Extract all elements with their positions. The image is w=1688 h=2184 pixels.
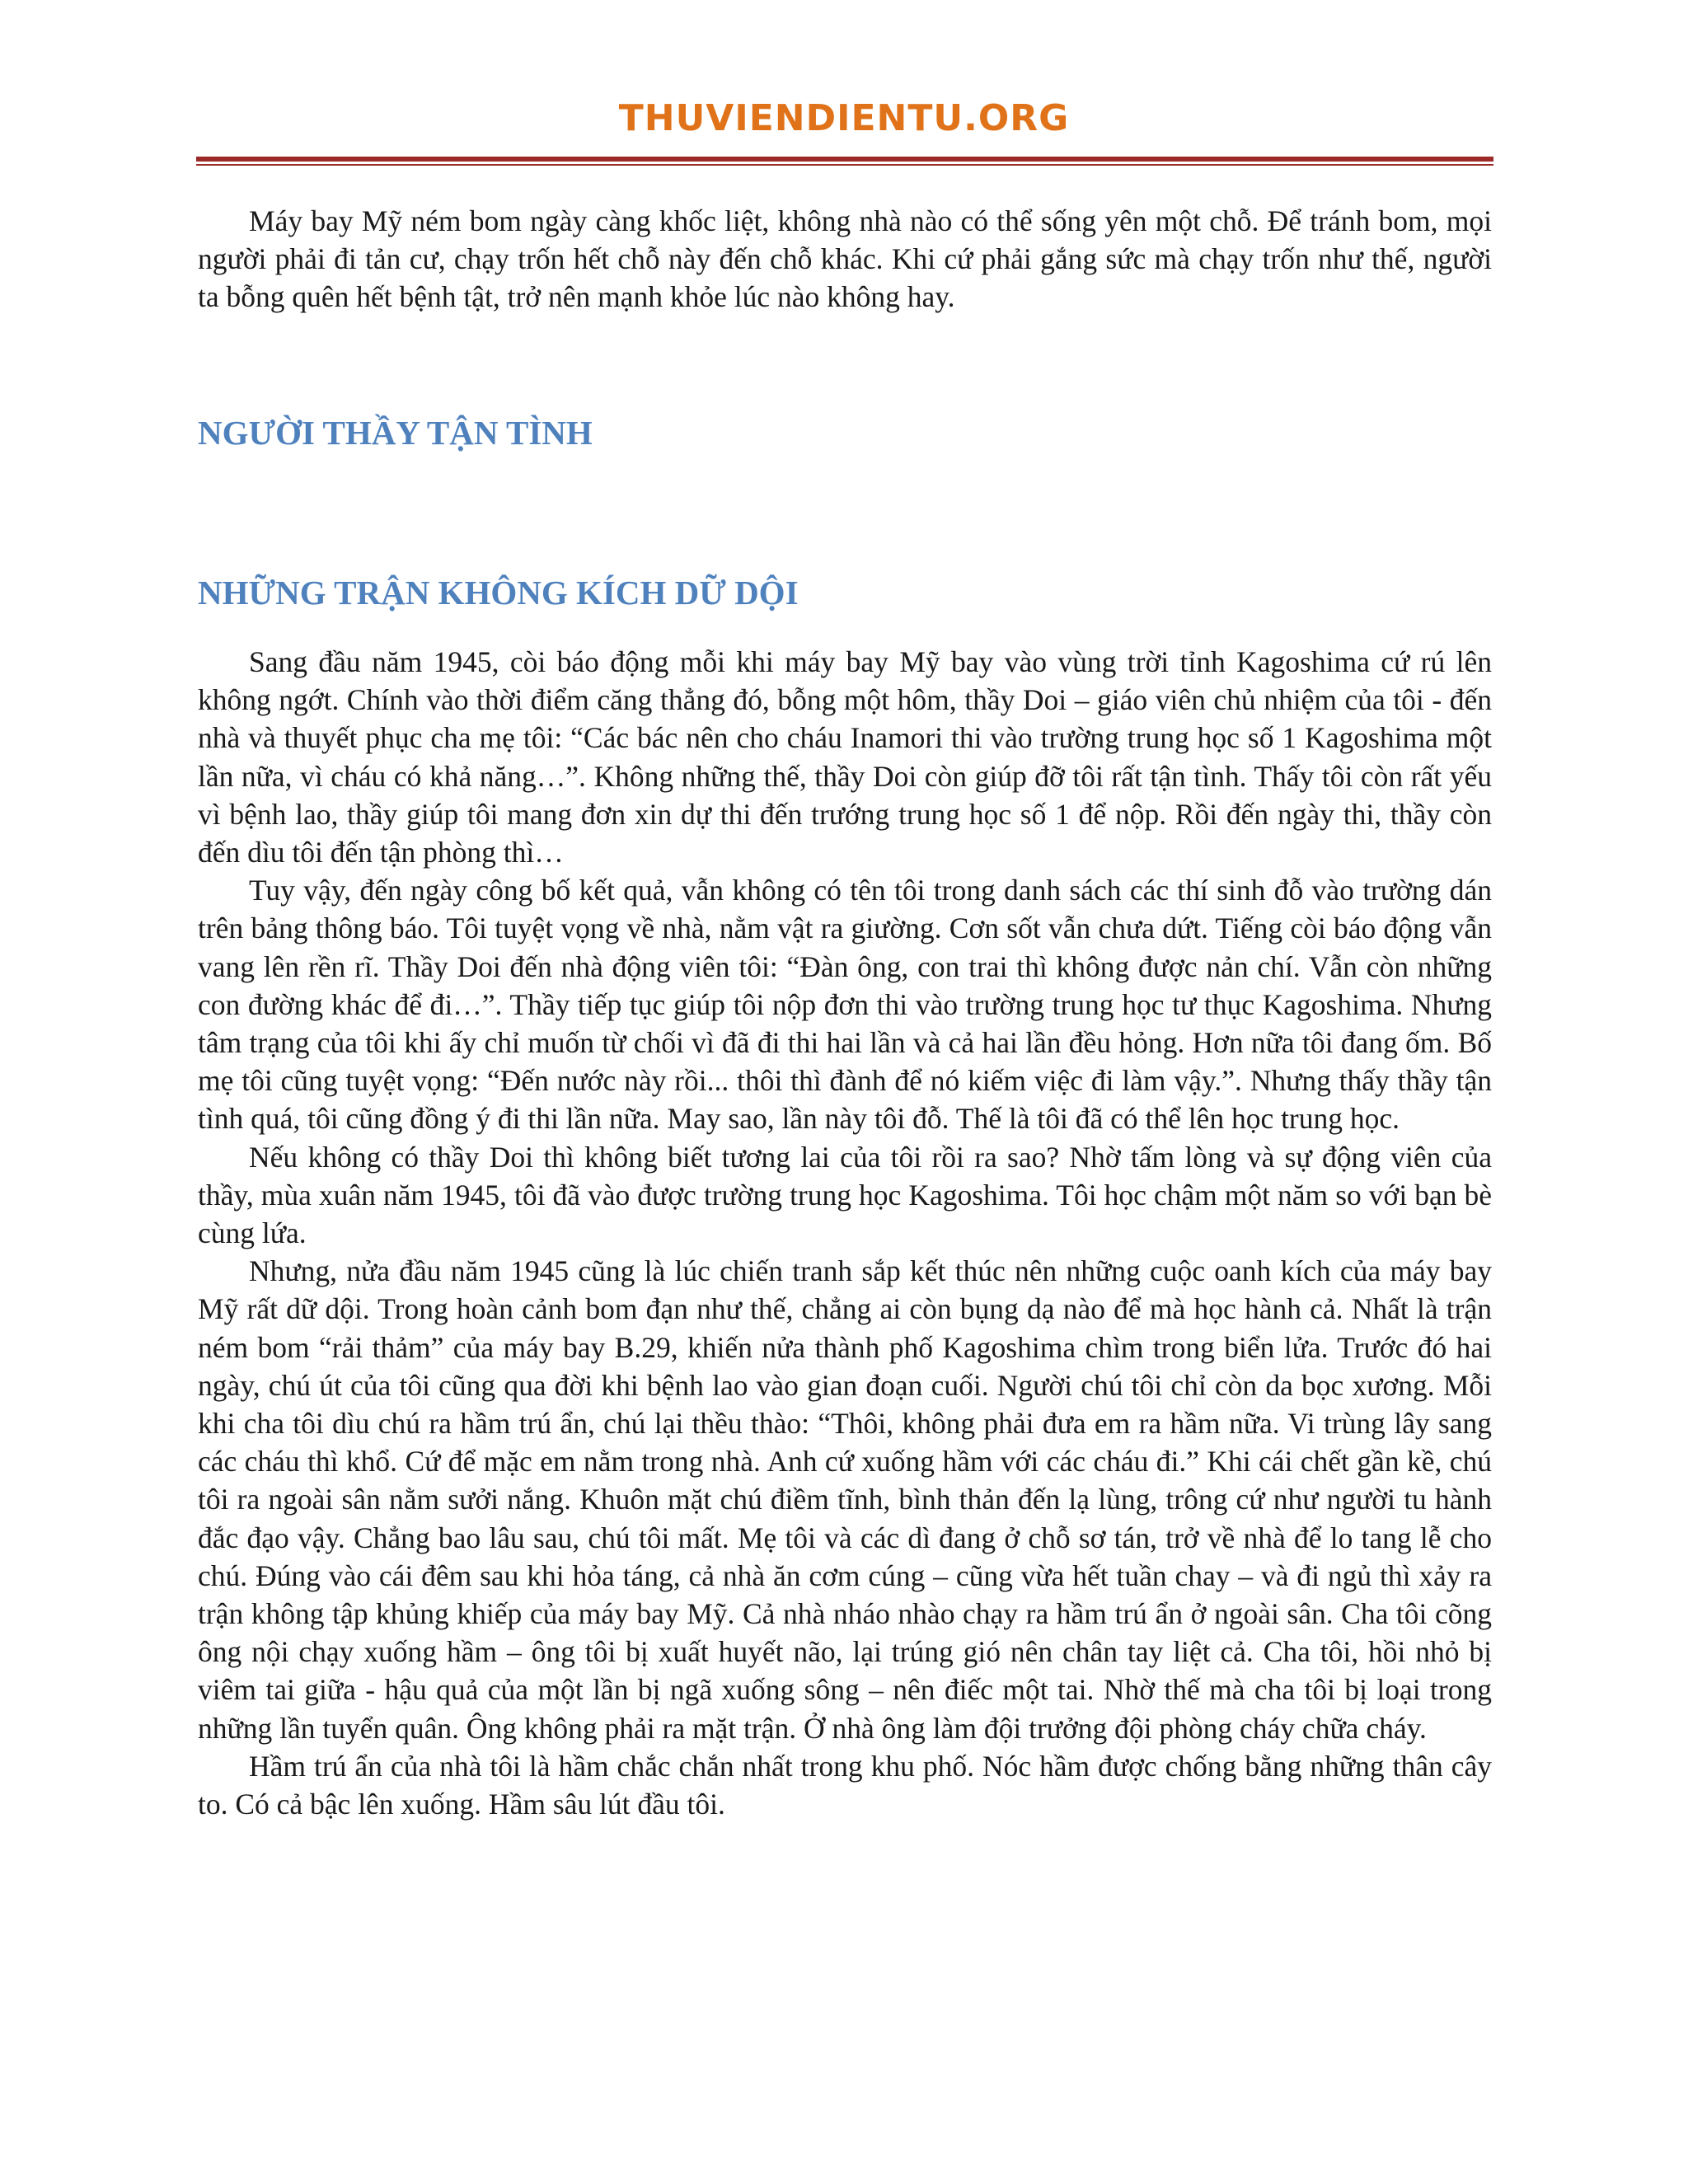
header-divider-thick — [196, 157, 1493, 162]
body-paragraph: Tuy vậy, đến ngày công bố kết quả, vẫn không có tên tôi trong danh sách các thí sinh đỗ vào trường dán trên bảng thông báo. Tôi tuyệt vọng về nhà, nằm vật ra giường. Cơn sốt vẫn chưa dứt. Tiếng còi báo động vẫn vang lên rền rĩ. Thầy Doi đến nhà động viên tôi: “Đàn ông, con trai thì không được nản chí. Vẫn còn những con đường khác để đi…”. Thầy tiếp tục giúp tôi nộp đơn thi vào trường trung học tư thục Kagoshima. Nhưng tâm trạng của tôi khi ấy chỉ muốn từ chối vì đã đi thi hai lần và cả hai lần đều hỏng. Hơn nữa tôi đang ốm. Bố mẹ tôi cũng tuyệt vọng: “Đến nước này rồi... thôi thì đành để nó kiếm việc đi làm vậy.”. Nhưng thấy thầy tận tình quá, tôi cũng đồng ý đi thi lần nữa. May sao, lần này tôi đỗ. Thế là tôi đã có thể lên học trung học. — [198, 874, 1492, 1136]
section-heading: NHỮNG TRẬN KHÔNG KÍCH DỮ DỘI — [198, 573, 799, 612]
document-body — [198, 202, 1492, 1823]
site-header-logo: THUVIENDIENTU.ORG — [618, 97, 1070, 139]
body-paragraph: Hầm trú ẩn của nhà tôi là hầm chắc chắn nhất trong khu phố. Nóc hầm được chống bằng những thân cây to. Có cả bậc lên xuống. Hầm sâu lút đầu tôi. — [198, 1749, 1492, 1821]
section-heading: NGƯỜI THẦY TẬN TÌNH — [198, 413, 593, 452]
intro-paragraph: Máy bay Mỹ ném bom ngày càng khốc liệt, không nhà nào có thể sống yên một chỗ. Để tránh bom, mọi người phải đi tản cư, chạy trốn hết chỗ này đến chỗ khác. Khi cứ phải gắng sức mà chạy trốn như thế, người ta bỗng quên hết bệnh tật, trở nên mạnh khỏe lúc nào không hay. — [198, 204, 1492, 314]
body-paragraph: Sang đầu năm 1945, còi báo động mỗi khi máy bay Mỹ bay vào vùng trời tỉnh Kagoshima cứ rú lên không ngớt. Chính vào thời điểm căng thẳng đó, bỗng một hôm, thầy Doi – giáo viên chủ nhiệm của tôi - đến nhà và thuyết phục cha mẹ tôi: “Các bác nên cho cháu Inamori thi vào trường trung học số 1 Kagoshima một lần nữa, vì cháu có khả năng…”. Không những thế, thầy Doi còn giúp đỡ tôi rất tận tình. Thấy tôi còn rất yếu vì bệnh lao, thầy giúp tôi mang đơn xin dự thi đến trướng trung học số 1 để nộp. Rồi đến ngày thi, thầy còn đến dìu tôi đến tận phòng thì… — [198, 644, 1492, 869]
header-divider-thin — [196, 164, 1493, 166]
body-paragraph: Nhưng, nửa đầu năm 1945 cũng là lúc chiến tranh sắp kết thúc nên những cuộc oanh kích của máy bay Mỹ rất dữ dội. Trong hoàn cảnh bom đạn như thế, chẳng ai còn bụng dạ nào để mà học hành cả. Nhất là trận ném bom “rải thảm” của máy bay B.29, khiến nửa thành phố Kagoshima chìm trong biển lửa. Trước đó hai ngày, chú út của tôi cũng qua đời khi bệnh lao vào gian đoạn cuối. Người chú tôi chỉ còn da bọc xương. Mỗi khi cha tôi dìu chú ra hầm trú ẩn, chú lại thều thào: “Thôi, không phải đưa em ra hầm nữa. Vi trùng lây sang các cháu thì khổ. Cứ để mặc em nằm trong nhà. Anh cứ xuống hầm với các cháu đi.” Khi cái chết gần kề, chú tôi ra ngoài sân nằm sưởi nắng. Khuôn mặt chú điềm tĩnh, bình thản đến lạ lùng, trông cứ như người tu hành đắc đạo vậy. Chẳng bao lâu sau, chú tôi mất. Mẹ tôi và các dì đang ở chỗ sơ tán, trở về nhà để lo tang lễ cho chú. Đúng vào cái đêm sau khi hỏa táng, cả nhà ăn cơm cúng – cũng vừa hết tuần chay – và đi ngủ thì xảy ra trận không tập khủng khiếp của máy bay Mỹ. Cả nhà nháo nhào chạy ra hầm trú ẩn ở ngoài sân. Cha tôi cõng ông nội chạy xuống hầm – ông tôi bị xuất huyết não, lại trúng gió nên chân tay liệt cả. Cha tôi, hồi nhỏ bị viêm tai giữa - hậu quả của một lần bị ngã xuống sông – nên điếc một tai. Nhờ thế mà cha tôi bị loại trong những lần tuyển quân. Ông không phải ra mặt trận. Ở nhà ông làm đội trưởng đội phòng cháy chữa cháy. — [198, 1254, 1492, 1745]
body-paragraph: Nếu không có thầy Doi thì không biết tương lai của tôi rồi ra sao? Nhờ tấm lòng và sự động viên của thầy, mùa xuân năm 1945, tôi đã vào được trường trung học Kagoshima. Tôi học chậm một năm so với bạn bè cùng lứa. — [198, 1140, 1492, 1250]
